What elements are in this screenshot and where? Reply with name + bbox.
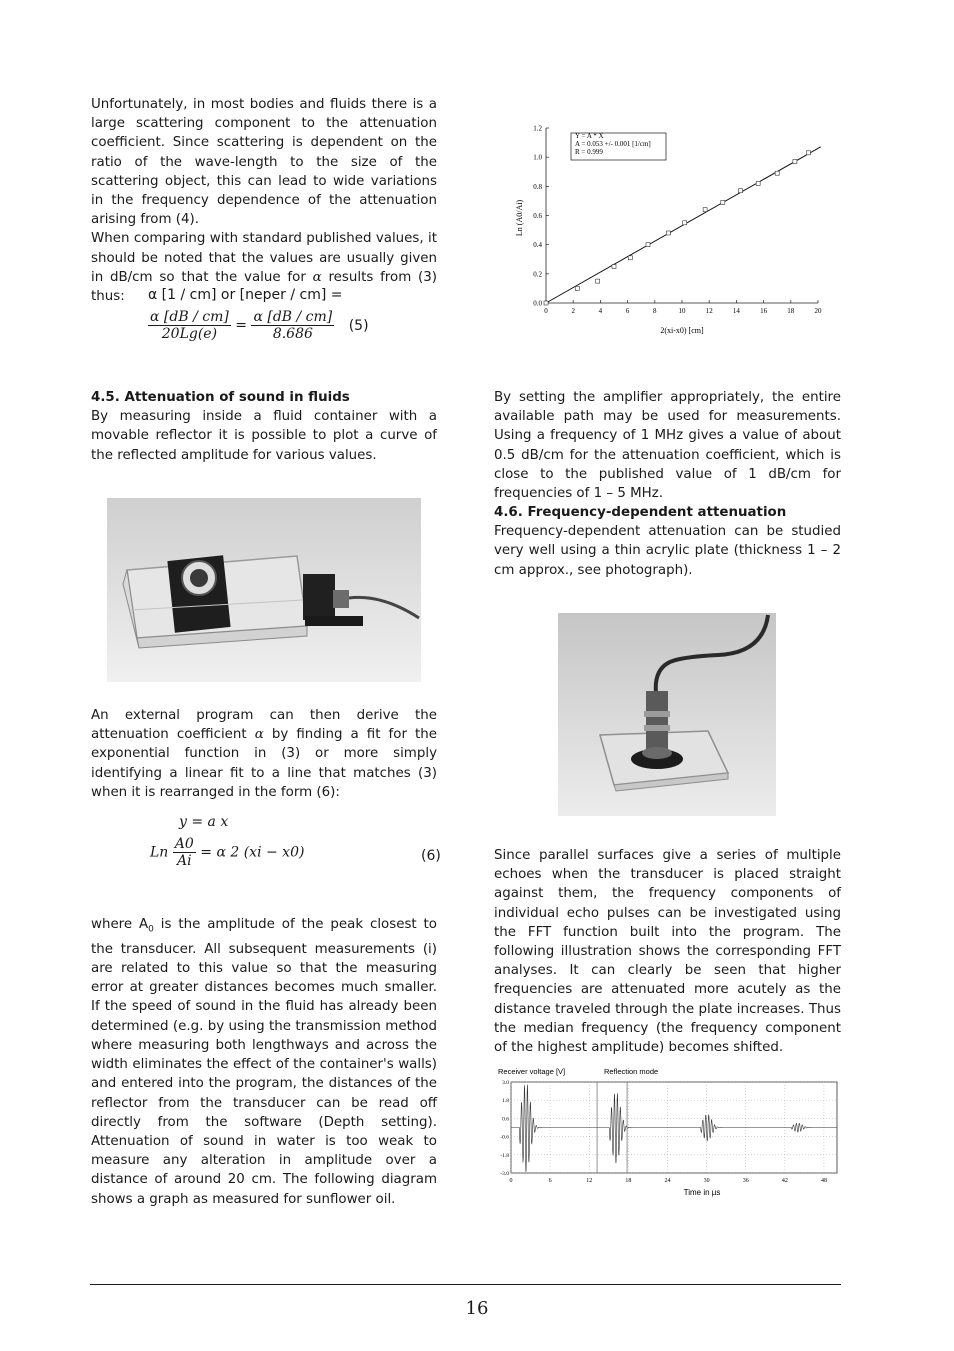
attenuation-x-tick-label: 8 (653, 307, 657, 315)
attenuation-data-point (793, 160, 797, 164)
equation-6-label: (6) (421, 848, 441, 864)
attenuation-data-point (575, 286, 579, 290)
attenuation-y-tick-label: 1.0 (533, 153, 542, 162)
right-amplifier-paragraph: By setting the amplifier appropriately, the entire available path may be used for measurements. Using a frequency of 1 MHz gives a value of about 0.5 dB/cm for the attenuation coefficient, which is close to the published value of 1 dB/cm for frequencies of 1 – 5 MHz. (494, 390, 841, 502)
attenuation-x-tick-label: 10 (678, 307, 686, 315)
echo-x-tick-label: 48 (820, 1178, 827, 1184)
echo-y-tick-label: -1.8 (500, 1152, 509, 1159)
fit-line-3: R = 0.999 (575, 148, 603, 156)
acrylic-plate-photo (558, 613, 776, 816)
equation-5-fraction-1: $\frac{\alpha [dB / cm]}{20Lg(e)}$ (150, 309, 229, 342)
attenuation-y-label: Ln (A0/Ai) (515, 199, 524, 237)
published-values-paragraph: When comparing with standard published values, it should be noted that the values are usually given in dB/cm so that the value for α results from (3) thus: (91, 231, 437, 305)
right-fft-paragraph: Since parallel surfaces give a series of multiple echoes when the transducer is placed straight against them, the frequency components of individual echo pulses can be investigated using the FFT function built into the program. The following illustration shows the corresponding FFT analyses. It can clearly be seen that higher frequencies are attenuated more acutely as the distance traveled through the plate increases. Thus the median frequency (the frequency component of the highest amplitude) becomes shifted. (494, 848, 841, 1056)
attenuation-data-point (721, 200, 725, 204)
equation-6-fraction: $\frac{A0}{Ai}$ (174, 836, 194, 869)
attenuation-x-tick-label: 14 (732, 307, 740, 315)
attenuation-x-tick-label: 16 (760, 307, 768, 315)
echo-y-tick-label: 0.6 (502, 1116, 509, 1123)
attenuation-x-tick-label: 6 (625, 307, 630, 315)
attenuation-data-point (806, 151, 810, 155)
echo-x-tick-label: 0 (509, 1178, 513, 1184)
attenuation-y-tick-label: 0.8 (533, 182, 542, 191)
equation-5-label: (5) (348, 317, 369, 334)
fluid-container-photo (107, 498, 421, 682)
echo-y-tick-label: 1.8 (502, 1098, 509, 1105)
attenuation-data-point (596, 279, 600, 283)
attenuation-x-tick-label: 2 (571, 307, 575, 315)
attenuation-x-tick-label: 12 (705, 307, 713, 315)
attenuation-x-tick-label: 20 (814, 307, 822, 315)
echo-x-tick-label: 24 (664, 1178, 671, 1184)
attenuation-x-tick-label: 0 (544, 307, 548, 315)
echo-chart (494, 1063, 840, 1203)
equation-6-line1: y = a x (179, 814, 229, 830)
attenuation-chart (508, 118, 840, 344)
equation-6: Ln $\frac{A0}{Ai}$ = α 2 (xi − x0) (150, 836, 305, 869)
equation-5 (148, 287, 369, 342)
echo-mode-label: Reflection mode (604, 1067, 659, 1076)
echo-y-tick-label: -0.6 (500, 1134, 509, 1141)
attenuation-data-point (738, 189, 742, 193)
attenuation-data-point (612, 265, 616, 269)
equation-5-line1: α [1 / cm] or [neper / cm] = (148, 287, 343, 303)
attenuation-data-point (703, 208, 707, 212)
attenuation-data-point (683, 221, 687, 225)
echo-x-tick-label: 12 (586, 1178, 593, 1184)
attenuation-x-label: 2(xi-x0) [cm] (660, 326, 704, 335)
attenuation-y-tick-label: 0.0 (533, 299, 542, 308)
section-4-5 (91, 388, 437, 465)
echo-x-tick-label: 42 (781, 1178, 788, 1184)
left-fit-paragraph: An external program can then derive the attenuation coefficient α by finding a fit for the exponential function in (3) or more simply identifying a linear fit to a line that matches (3) when it is rearranged in the form (6): (91, 708, 437, 800)
attenuation-y-tick-label: 0.4 (533, 241, 542, 250)
attenuation-data-point (628, 256, 632, 260)
section-4-5-heading: 4.5. Attenuation of sound in fluids (91, 390, 350, 405)
attenuation-x-tick-label: 4 (598, 307, 603, 315)
left-amplitude-paragraph: where $A_0$ is the amplitude of the peak closest to the transducer. All subsequent measurements (i) are related to this value so that the measuring error at greater distances becomes much smaller. If the speed of sound in the fluid has already been determined (e.g. by using the transmission method where measuring both lengthways and across the width eliminates the effect of the container's walls) and entered into the program, the distances of the reflector from the transducer can be read off directly from the software (Depth setting). Attenuation of sound in water is too weak to measure any alteration in amplitude over a distance of around 20 cm. The following diagram shows a graph as measured for sunflower oil. (91, 917, 437, 1207)
attenuation-data-point (666, 231, 670, 235)
echo-x-tick-label: 6 (548, 1178, 552, 1184)
equation-5-fraction-2: $\frac{\alpha [dB / cm]}{8.686}$ (253, 309, 333, 342)
attenuation-data-point (756, 181, 760, 185)
section-4-6 (494, 503, 841, 580)
echo-x-tick-label: 18 (625, 1178, 632, 1184)
attenuation-y-tick-label: 0.6 (533, 212, 542, 220)
page-number: 16 (465, 1298, 489, 1319)
attenuation-data-point (775, 171, 779, 175)
attenuation-x-tick-label: 18 (787, 307, 795, 315)
echo-x-tick-label: 30 (703, 1178, 710, 1184)
fit-line-1: Y = A * X (575, 132, 604, 140)
fit-line-2: A = 0.053 +/- 0.001 [1/cm] (575, 140, 651, 148)
attenuation-y-tick-label: 0.2 (533, 270, 542, 279)
echo-x-label: Time in µs (683, 1188, 721, 1197)
footer-rule (90, 1284, 841, 1285)
echo-x-tick-label: 36 (742, 1178, 749, 1184)
attenuation-data-point (646, 243, 650, 247)
section-4-5-text: By measuring inside a fluid container with a movable reflector it is possible to plot a curve of the reflected amplitude for various values. (91, 409, 437, 463)
section-4-6-text: Frequency-dependent attenuation can be studied very well using a thin acrylic plate (thickness 1 – 2 cm approx., see photograph). (494, 524, 841, 578)
left-intro (91, 95, 437, 306)
section-4-6-heading: 4.6. Frequency-dependent attenuation (494, 505, 787, 520)
attenuation-data-point (544, 301, 548, 305)
echo-y-tick-label: -3.0 (500, 1171, 509, 1177)
echo-y-tick-label: 3.0 (502, 1080, 509, 1086)
attenuation-y-tick-label: 1.2 (533, 124, 542, 133)
echo-y-label: Receiver voltage [V] (498, 1067, 566, 1076)
scattering-paragraph: Unfortunately, in most bodies and fluids there is a large scattering component to the attenuation coefficient. Since scattering is dependent on the ratio of the wave-length to the size of the scattering object, this can lead to wide variations in the frequency dependence of the attenuation arising from (4). (91, 97, 437, 228)
equation-5-fractions: $\frac{\alpha [dB / cm]}{20Lg(e)}$ = $\frac{\alpha [dB / cm]}{8.686}$ (5) (150, 309, 369, 342)
